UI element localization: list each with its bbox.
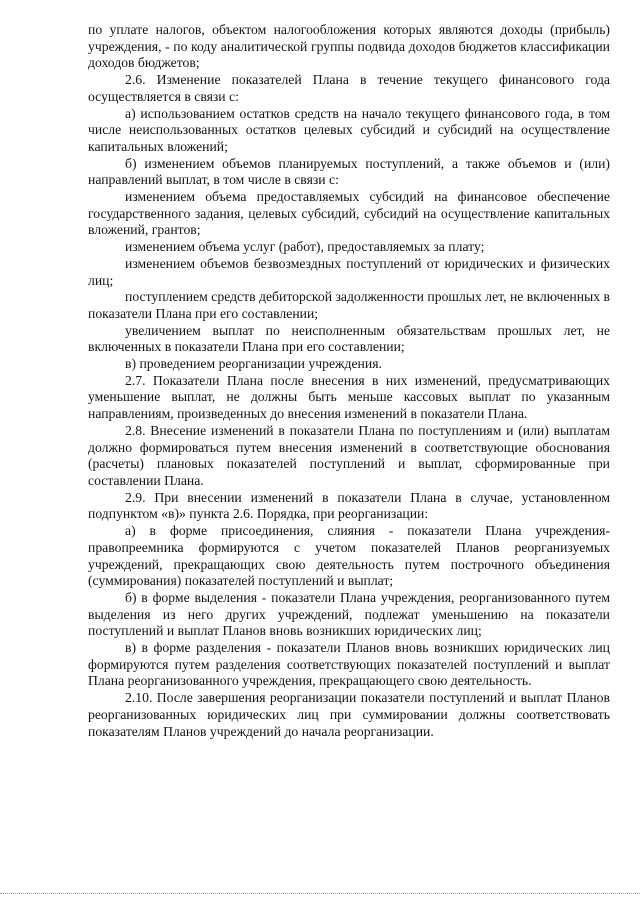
- paragraph-2-6-b-item-3: изменением объемов безвозмездных поступлений от юридических и физических лиц;: [88, 255, 610, 288]
- paragraph-continuation: по уплате налогов, объектом налогообложения которых являются доходы (прибыль) учреждения, - по коду аналитической группы подвида доходов бюджетов классификации доходов бюджетов;: [88, 22, 610, 71]
- paragraph-2-6: 2.6. Изменение показателей Плана в течение текущего финансового года осуществляется в связи с:: [88, 72, 610, 104]
- paragraph-2-6-b: б) изменением объемов планируемых поступлений, а также объемов и (или) направлений выплат, в том числе в связи с:: [88, 155, 610, 188]
- paragraph-2-6-b-item-2: изменением объема услуг (работ), предоставляемых за плату;: [125, 239, 485, 255]
- paragraph-2-9: 2.9. При внесении изменений в показатели Плана в случае, установленном подпунктом «в)» пункта 2.6. Порядка, при реорганизации:: [88, 489, 610, 522]
- paragraph-2-6-b-item-4: поступлением средств дебиторской задолженности прошлых лет, не включенных в показатели Плана при его составлении;: [88, 289, 610, 321]
- paragraph-2-9-b: б) в форме выделения - показатели Плана учреждения, реорганизованного путем выделения из него других учреждений, подлежат уменьшению на показатели поступлений и выплат Планов вновь возникших юридических лиц;: [88, 589, 610, 639]
- document-page: [88, 22, 610, 740]
- paragraph-2-6-c: в) проведением реорганизации учреждения.: [125, 356, 382, 372]
- paragraph-2-9-c: в) в форме разделения - показатели Планов вновь возникших юридических лиц формируются путем разделения соответствующих показателей поступлений и выплат Плана реорганизованного учреждения, прекращающего свою деятельность.: [88, 640, 610, 689]
- paragraph-2-8: 2.8. Внесение изменений в показатели Плана по поступлениям и (или) выплатам должно формироваться путем внесения изменений в соответствующие обоснования (расчеты) плановых показателей поступлений и выплат, сформированные при составлении Плана.: [88, 422, 610, 488]
- paragraph-2-6-b-item-5: увеличением выплат по неисполненным обязательствам прошлых лет, не включенных в показатели Плана при его составлении;: [88, 322, 610, 355]
- paragraph-2-6-a: а) использованием остатков средств на начало текущего финансового года, в том числе неиспользованных остатков целевых субсидий и субсидий на осуществление капитальных вложений;: [88, 105, 610, 154]
- paragraph-2-9-a: а) в форме присоединения, слияния - показатели Плана учреждения-правопреемника формируются с учетом показателей Планов реорганизуемых учреждений, прекращающих свою деятельность путем построчного объединения (суммирования) показателей поступлений и выплат;: [88, 523, 610, 589]
- paragraph-2-6-b-item-1: изменением объема предоставляемых субсидий на финансовое обеспечение государственного задания, целевых субсидий, субсидий на осуществление капитальных вложений, грантов;: [88, 189, 610, 238]
- page-bottom-edge: [0, 893, 640, 894]
- paragraph-2-10: 2.10. После завершения реорганизации показатели поступлений и выплат Планов реорганизованных юридических лиц при суммировании должны соответствовать показателям Планов учреждений до начала реорганизации.: [88, 690, 610, 739]
- paragraph-2-7: 2.7. Показатели Плана после внесения в них изменений, предусматривающих уменьшение выплат, не должны быть меньше кассовых выплат по указанным направлениям, произведенных до внесения изменений в показатели Плана.: [88, 372, 610, 422]
